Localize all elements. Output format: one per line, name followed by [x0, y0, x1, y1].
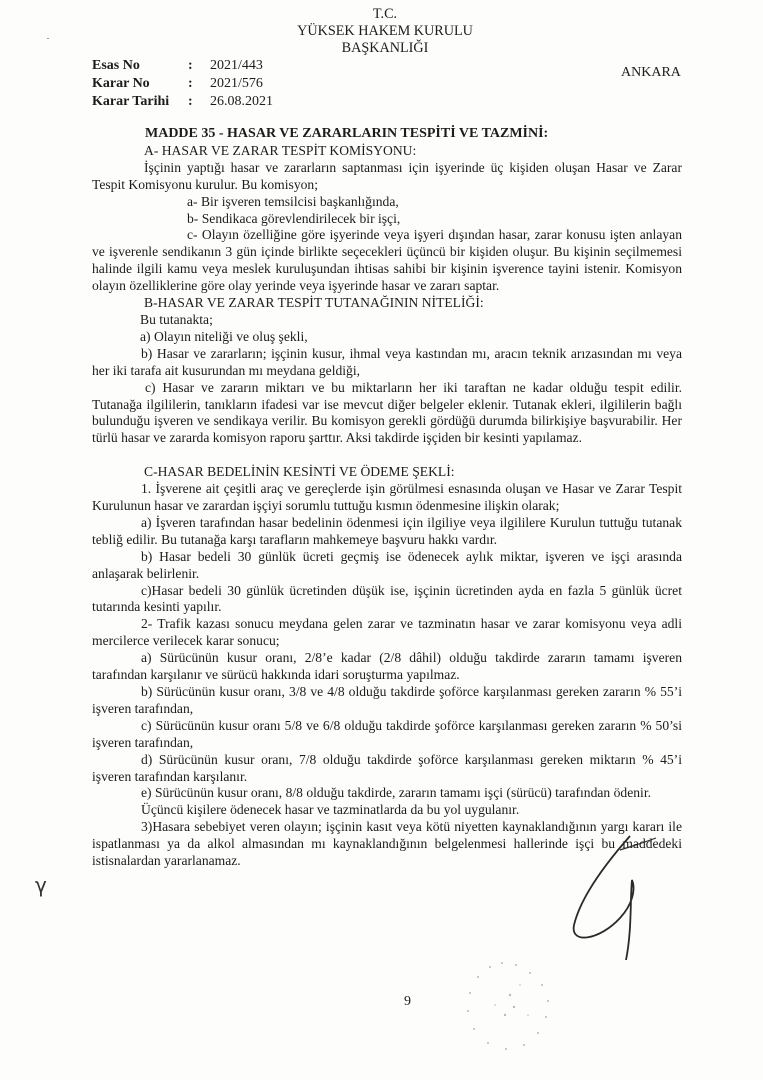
section-c-item-2e: e) Sürücünün kusur oranı, 8/8 olduğu takdirde, zararın tamamı işçi (sürücü) tarafından ödenir.	[141, 785, 651, 801]
margin-handwritten-mark: γ	[35, 873, 47, 897]
page-number: 9	[404, 994, 411, 1009]
scan-speck	[47, 38, 49, 39]
meta-row-karar	[92, 75, 273, 93]
header-presidency: BAŞKANLIĞI	[341, 40, 429, 56]
case-meta	[92, 57, 273, 111]
meta-row-tarih	[92, 93, 273, 111]
section-c-item-2d: d) Sürücünün kusur oranı, 7/8 olduğu takdirde şoförce karşılanması gereken miktarın % 45’i işveren tarafından karşılanır.	[92, 751, 682, 784]
section-b-item-b: b) Hasar ve zararların; işçinin kusur, ihmal veya kastından mı, aracın teknik arızasından mı veya her iki tarafa ait kusurundan mı meydana geldiği,	[92, 345, 682, 378]
section-c-item-2c: c) Sürücünün kusur oranı 5/8 ve 6/8 olduğu takdirde şoförce karşılanması gereken zararın % 50’si işveren tarafından,	[92, 717, 682, 750]
section-c-item-1b: b) Hasar bedeli 30 günlük ücreti geçmiş ise ödenecek aylık miktar, işveren ve işçi arasında anlaşarak belirlenir.	[92, 548, 682, 581]
section-c-item-2: 2- Trafik kazası sonucu meydana gelen zarar ve tazminatın hasar ve zarar komisyonu veya adli mercilerce verilecek karar sonucu;	[92, 616, 682, 649]
section-b-heading: B-HASAR VE ZARAR TESPİT TUTANAĞININ NİTELİĞİ:	[144, 295, 484, 311]
meta-value: 2021/443	[210, 58, 263, 73]
meta-label: Karar Tarihi	[92, 94, 170, 109]
section-a-item-c: c- Olayın özelliğine göre işyerinde veya işyeri dışından hasar, zarar konusu işten anlayan ve işverenle sendikanın 3 gün içinde birlikte seçecekleri üçüncü bir kişiden oluşur. Bu kişinin seçilmemesi halinde ilgili kamu veya meslek kuruluşundan ihtisas sahibi bir kişinin işverence tayini istenir. Komisyon olayın özelliklerine göre olay yerinde veya işyerinde hasar ve zararı saptar.	[92, 227, 682, 294]
section-c-item-1a: a) İşveren tarafından hasar bedelinin ödenmesi için ilgiliye veya ilgililere Kurulun tuttuğu tutanak tebliğ edilir. Bu tutanağa karşı tarafların mahkemeye başvuru hakkı vardır.	[92, 514, 682, 547]
faint-stamp-icon	[450, 955, 570, 1065]
header-tc: T.C.	[372, 6, 398, 22]
handwritten-signature-icon	[560, 830, 670, 970]
section-b-intro: Bu tutanakta;	[140, 311, 213, 327]
section-c-item-2b: b) Sürücünün kusur oranı, 3/8 ve 4/8 olduğu takdirde şoförce karşılanması gereken zararın % 55’i işveren tarafından,	[92, 684, 682, 716]
section-a-item-a: a- Bir işveren temsilcisi başkanlığında,	[187, 193, 399, 209]
section-c-heading: C-HASAR BEDELİNİN KESİNTİ VE ÖDEME ŞEKLİ:	[144, 464, 455, 480]
section-c-item-3: 3)Hasara sebebiyet veren olayın; işçinin kasıt veya kötü niyetten kaynaklandığının yargı kararı ile ispatlanması ya da alkol almasından mı kaynaklandığının belgelenmesi hallerinde işçi bu maddedeki istisnalardan yararlanamaz.	[92, 819, 682, 869]
section-c-third-parties: Üçüncü kişilere ödenecek hasar ve tazminatlarda da bu yol uygulanır.	[141, 802, 520, 818]
meta-colon: :	[188, 58, 193, 73]
meta-value: 2021/576	[210, 76, 263, 91]
section-a-item-b: b- Sendikaca görevlendirilecek bir işçi,	[187, 210, 401, 226]
meta-value: 26.08.2021	[210, 94, 273, 109]
section-gap	[92, 447, 682, 464]
section-b-item-c: c) Hasar ve zararın miktarı ve bu miktarların her iki taraftan ne kadar olduğu tespit edilir. Tutanağa ilgililerin, tanıkların ifadesi var ise mevcut diğer belgeler eklenir. Tutanak ekleri, ilgililerin bağlı bulunduğu işveren ve sendikaya verilir. Bu komisyon gerekli gördüğü durumda bilirkişiye başvurabilir. Her türlü hasar ve zararda komisyon raporu şarttır. Aksi takdirde işçiden bir kesinti yapılamaz.	[92, 379, 682, 446]
meta-label: Esas No	[92, 58, 140, 73]
article-body	[92, 126, 682, 870]
meta-colon: :	[188, 76, 193, 91]
section-c-item-1c: c)Hasar bedeli 30 günlük ücretinden düşük ise, işçinin ücretinden ayda en fazla 5 günlük ücret tutarında kesinti yapılır.	[92, 582, 682, 615]
section-a-heading: A- HASAR VE ZARAR TESPİT KOMİSYONU:	[144, 142, 417, 158]
article-title: MADDE 35 - HASAR VE ZARARLARIN TESPİTİ VE TAZMİNİ:	[145, 126, 549, 141]
header-institution: YÜKSEK HAKEM KURULU	[297, 23, 473, 39]
section-c-item-1: 1. İşverene ait çeşitli araç ve gereçlerde işin görülmesi esnasında oluşan ve Hasar ve Zarar Tespit Kurulunun hasar ve zarardan işçiyi sorumlu tuttuğu kısmın ödenmesine ilişkin olarak;	[92, 481, 682, 514]
header-city: ANKARA	[621, 65, 681, 80]
meta-row-esas	[92, 57, 273, 75]
meta-colon: :	[188, 94, 193, 109]
meta-label: Karar No	[92, 76, 150, 91]
section-c-item-2a: a) Sürücünün kusur oranı, 2/8’e kadar (2/8 dâhil) olduğu takdirde zararın tamamı işveren tarafından karşılanır ve sürücü hakkında idari soruşturma yapılmaz.	[92, 650, 682, 683]
section-a-intro: İşçinin yaptığı hasar ve zararların saptanması için işyerinde üç kişiden oluşan Hasar ve Zarar Tespit Komisyonu kurulur. Bu komisyon;	[92, 159, 682, 192]
section-b-item-a: a) Olayın niteliği ve oluş şekli,	[140, 328, 308, 344]
